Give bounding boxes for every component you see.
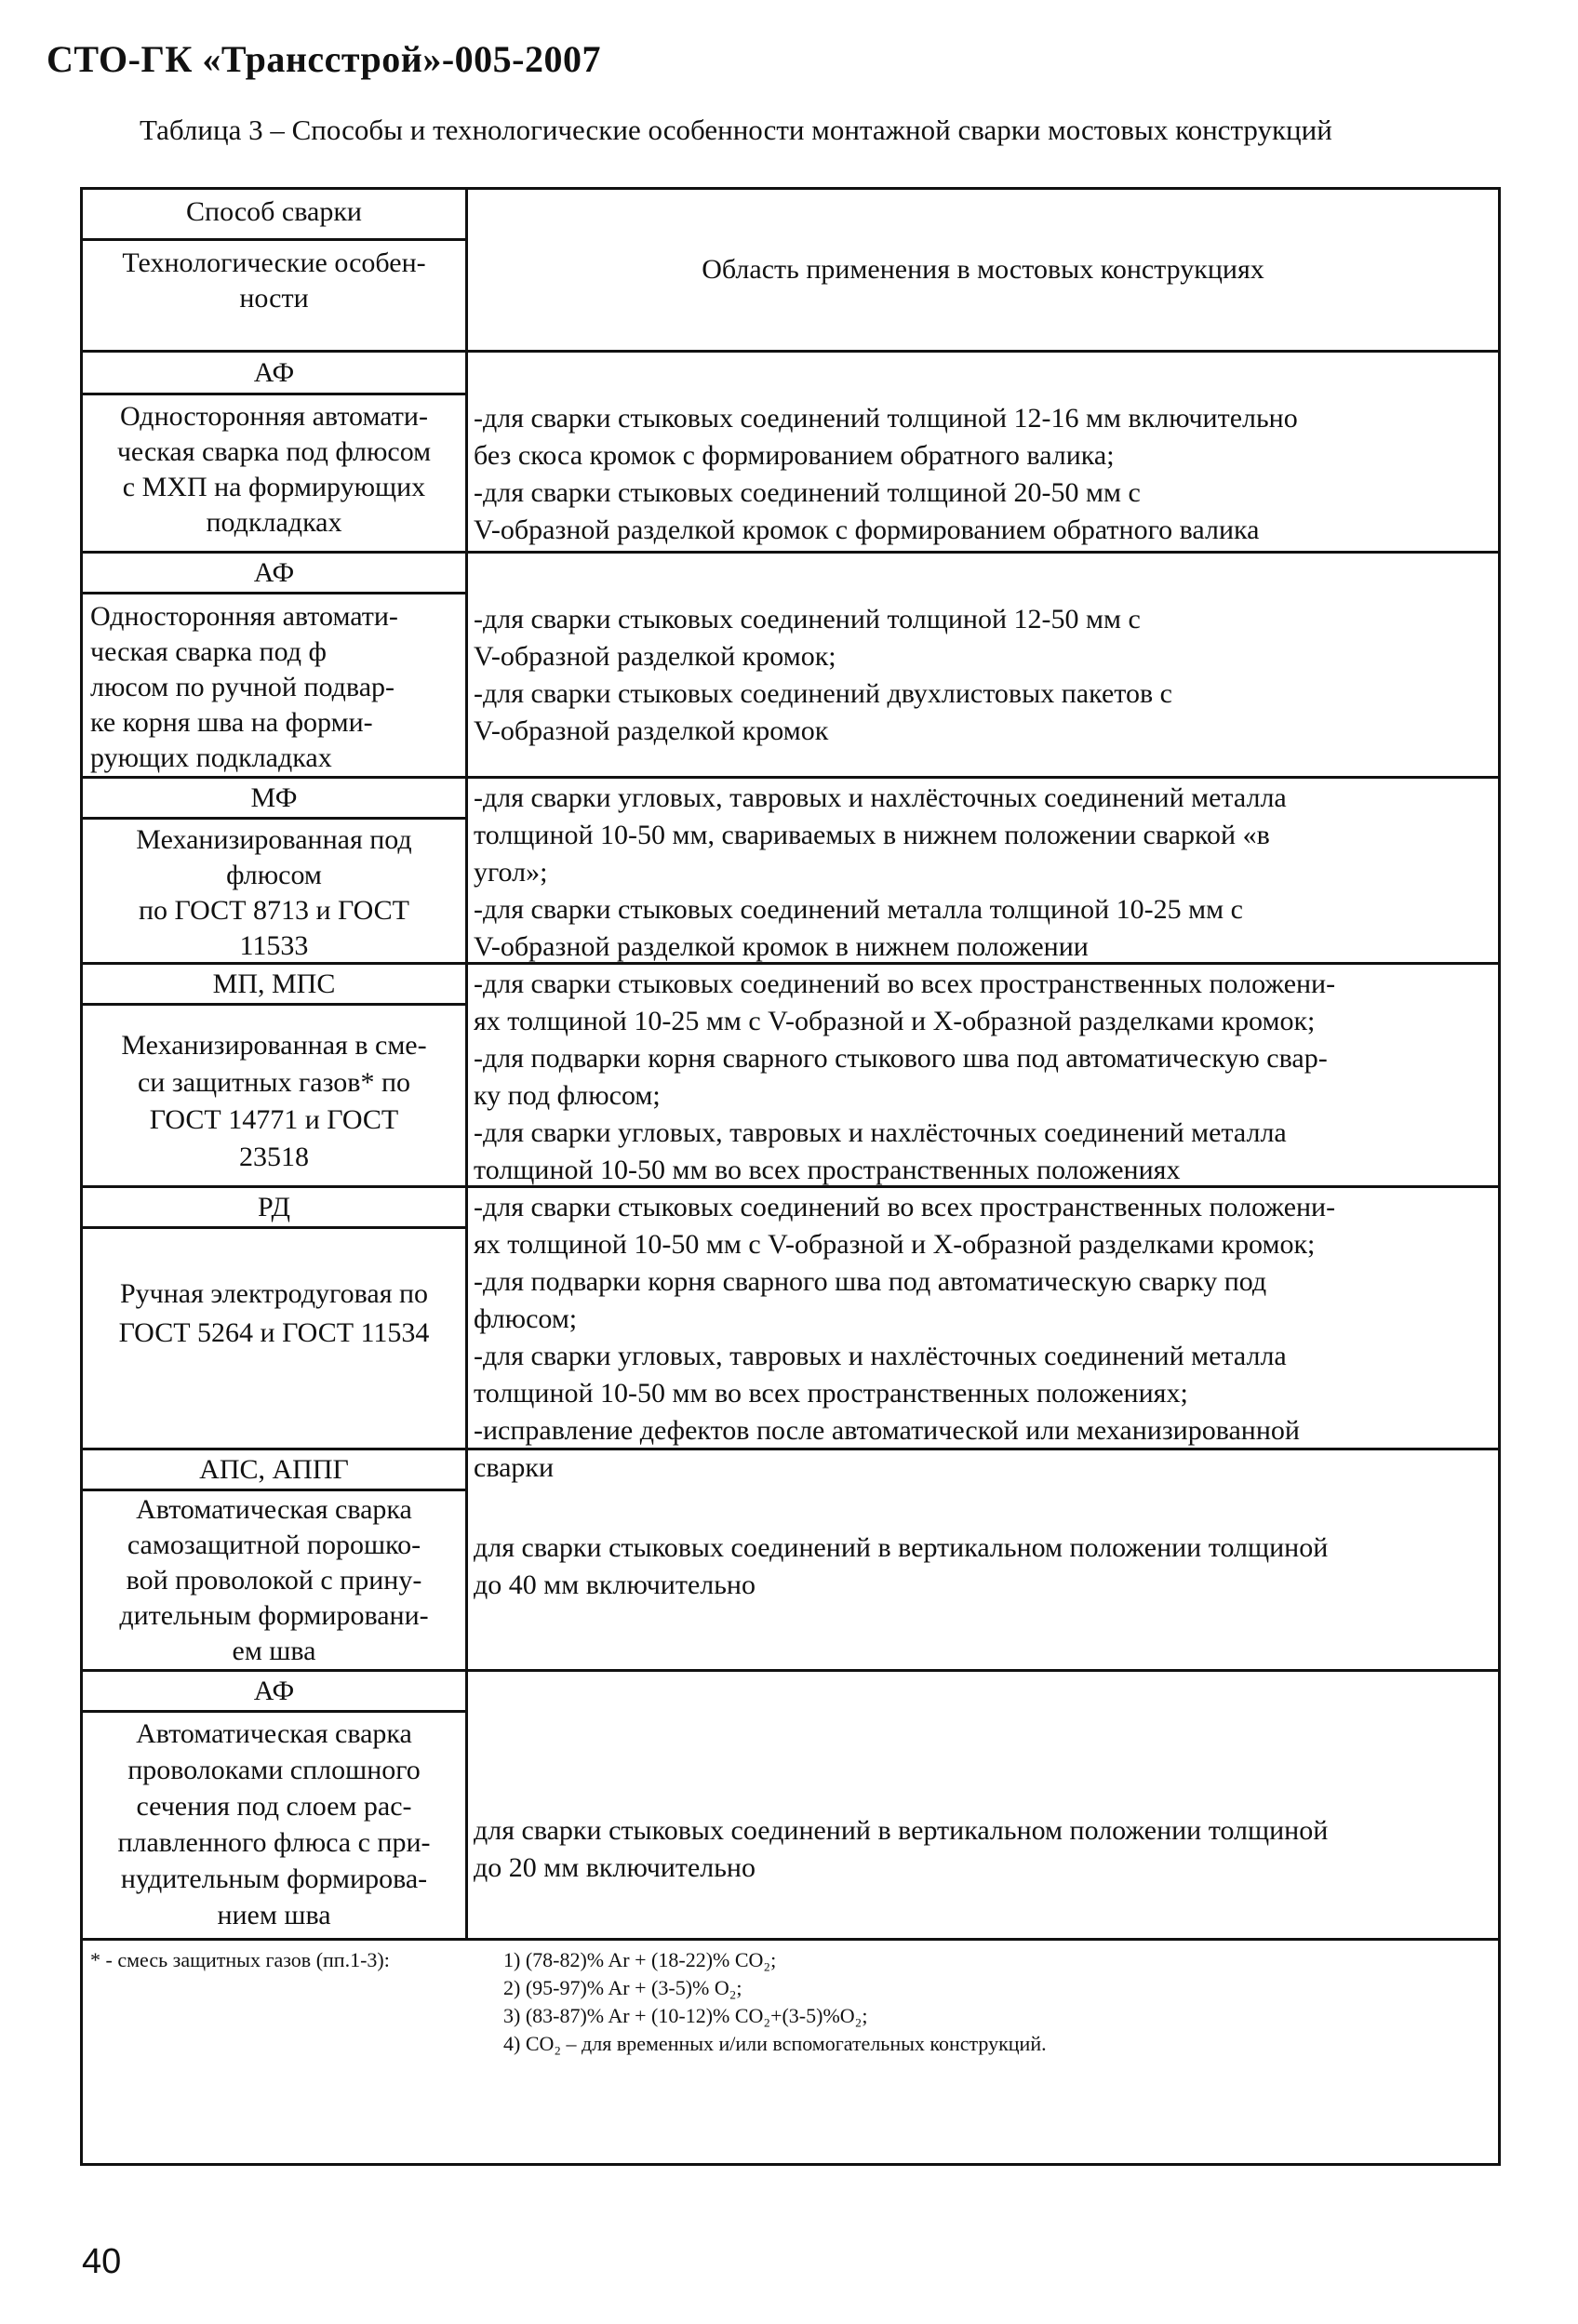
footnote-lead: * - смесь защитных газов (пп.1-3):: [90, 1948, 390, 1971]
divider: [83, 1003, 465, 1006]
footnote-item: 1) (78-82)% Ar + (18-22)% CO₂;: [503, 1948, 777, 1971]
row-method-cell: Автоматическая сварка самозащитной порошко- вой проволокой с прину- дительным формировани- ем шва: [119, 1494, 429, 1666]
divider: [83, 1669, 1498, 1672]
footnote-item: 2) (95-97)% Ar + (3-5)% O₂;: [503, 1976, 742, 1999]
divider: [83, 592, 465, 594]
header-features-cell: Технологические особен- ности: [122, 247, 426, 314]
row-application-cell: для сварки стыковых соединений в вертикальном положении толщиной до 40 мм включительно: [474, 1532, 1329, 1600]
page-number: 40: [82, 2242, 122, 2281]
row-method-cell: Односторонняя автомати- ческая сварка под флюсом с МХП на формирующих подкладках: [116, 401, 432, 538]
row-code-cell: МП, МПС: [212, 968, 336, 999]
divider: [83, 1710, 465, 1713]
divider: [83, 962, 1498, 965]
row-application-cell: -для сварки угловых, тавровых и нахлёсточных соединений металла толщиной 10-50 мм, свариваемых в нижнем положении сваркой «в угол»; -для сварки стыковых соединений металла толщиной 10-25 мм с V-образной разделкой кромок в нижнем положении: [474, 782, 1287, 962]
row-method-cell: Односторонняя автомати- ческая сварка под ф люсом по ручной подвар- ке корня шва на форми- рующих подкладках: [90, 601, 398, 773]
divider: [83, 551, 1498, 554]
header-application-cell: Область применения в мостовых конструкциях: [702, 254, 1264, 285]
footnote-item: 3) (83-87)% Ar + (10-12)% CO₂+(3-5)%O₂;: [503, 2004, 868, 2027]
row-code-cell: АПС, АППГ: [199, 1454, 349, 1485]
footnote-item: 4) CO₂ – для временных и/или вспомогательных конструкций.: [503, 2032, 1047, 2055]
divider: [83, 1489, 465, 1491]
row-application-cell: -для сварки стыковых соединений толщиной 12-16 мм включительно без скоса кромок с формированием обратного валика; -для сварки стыковых соединений толщиной 20-50 мм с V-образной разделкой кромок с формированием обратного валика: [474, 403, 1298, 545]
row-method-cell: Механизированная в сме- си защитных газов* по ГОСТ 14771 и ГОСТ 23518: [121, 1030, 427, 1172]
divider: [83, 1448, 1498, 1450]
row-code-cell: МФ: [250, 782, 298, 813]
row-application-cell: -для сварки стыковых соединений толщиной 12-50 мм с V-образной разделкой кромок; -для сварки стыковых соединений двухлистовых пакетов с V-образной разделкой кромок: [474, 604, 1172, 746]
row-code-cell: АФ: [253, 557, 295, 588]
header-method-cell: Способ сварки: [186, 196, 362, 227]
row-application-cell: -для сварки стыковых соединений во всех пространственных положени- ях толщиной 10-50 мм с V-образной и Х-образной разделками кромок; -для подварки корня сварного шва под автоматическую сварку под флюсом; -для сварки угловых, тавровых и нахлёсточных соединений металла толщиной 10-50 мм во всех пространственных положениях; -исправление дефектов после автоматической или механизированной сварки: [474, 1192, 1336, 1483]
table-title: Таблица 3 – Способы и технологические особенности монтажной сварки мостовых конструкций: [140, 114, 1332, 146]
row-application-cell: -для сварки стыковых соединений во всех пространственных положени- ях толщиной 10-25 мм с V-образной и Х-образной разделками кромок; -для подварки корня сварного стыкового шва под автоматическую свар- ку под флюсом; -для сварки угловых, тавровых и нахлёсточных соединений металла толщиной 10-50 мм во всех пространственных положениях: [474, 968, 1336, 1185]
column-divider: [465, 190, 468, 1939]
row-code-cell: АФ: [253, 357, 295, 388]
row-code-cell: АФ: [253, 1676, 295, 1706]
row-code-cell: РД: [258, 1192, 290, 1222]
document-code: СТО-ГК «Трансстрой»-005-2007: [47, 38, 601, 80]
row-method-cell: Автоматическая сварка проволоками сплошного сечения под слоем рас- плавленного флюса с при- нудительным формирова- нием шва: [117, 1718, 431, 1930]
divider: [83, 817, 465, 820]
row-application-cell: для сварки стыковых соединений в вертикальном положении толщиной до 20 мм включительно: [474, 1815, 1329, 1883]
divider: [83, 350, 1498, 353]
row-method-cell: Механизированная под флюсом по ГОСТ 8713 и ГОСТ 11533: [136, 824, 412, 961]
row-method-cell: Ручная электродуговая по ГОСТ 5264 и ГОСТ 11534: [118, 1278, 430, 1348]
divider: [83, 393, 465, 395]
divider: [83, 238, 465, 241]
welding-methods-table: [80, 187, 1501, 2166]
divider: [83, 1226, 465, 1229]
divider: [83, 1185, 1498, 1188]
divider: [83, 776, 1498, 779]
divider: [83, 1938, 1498, 1941]
